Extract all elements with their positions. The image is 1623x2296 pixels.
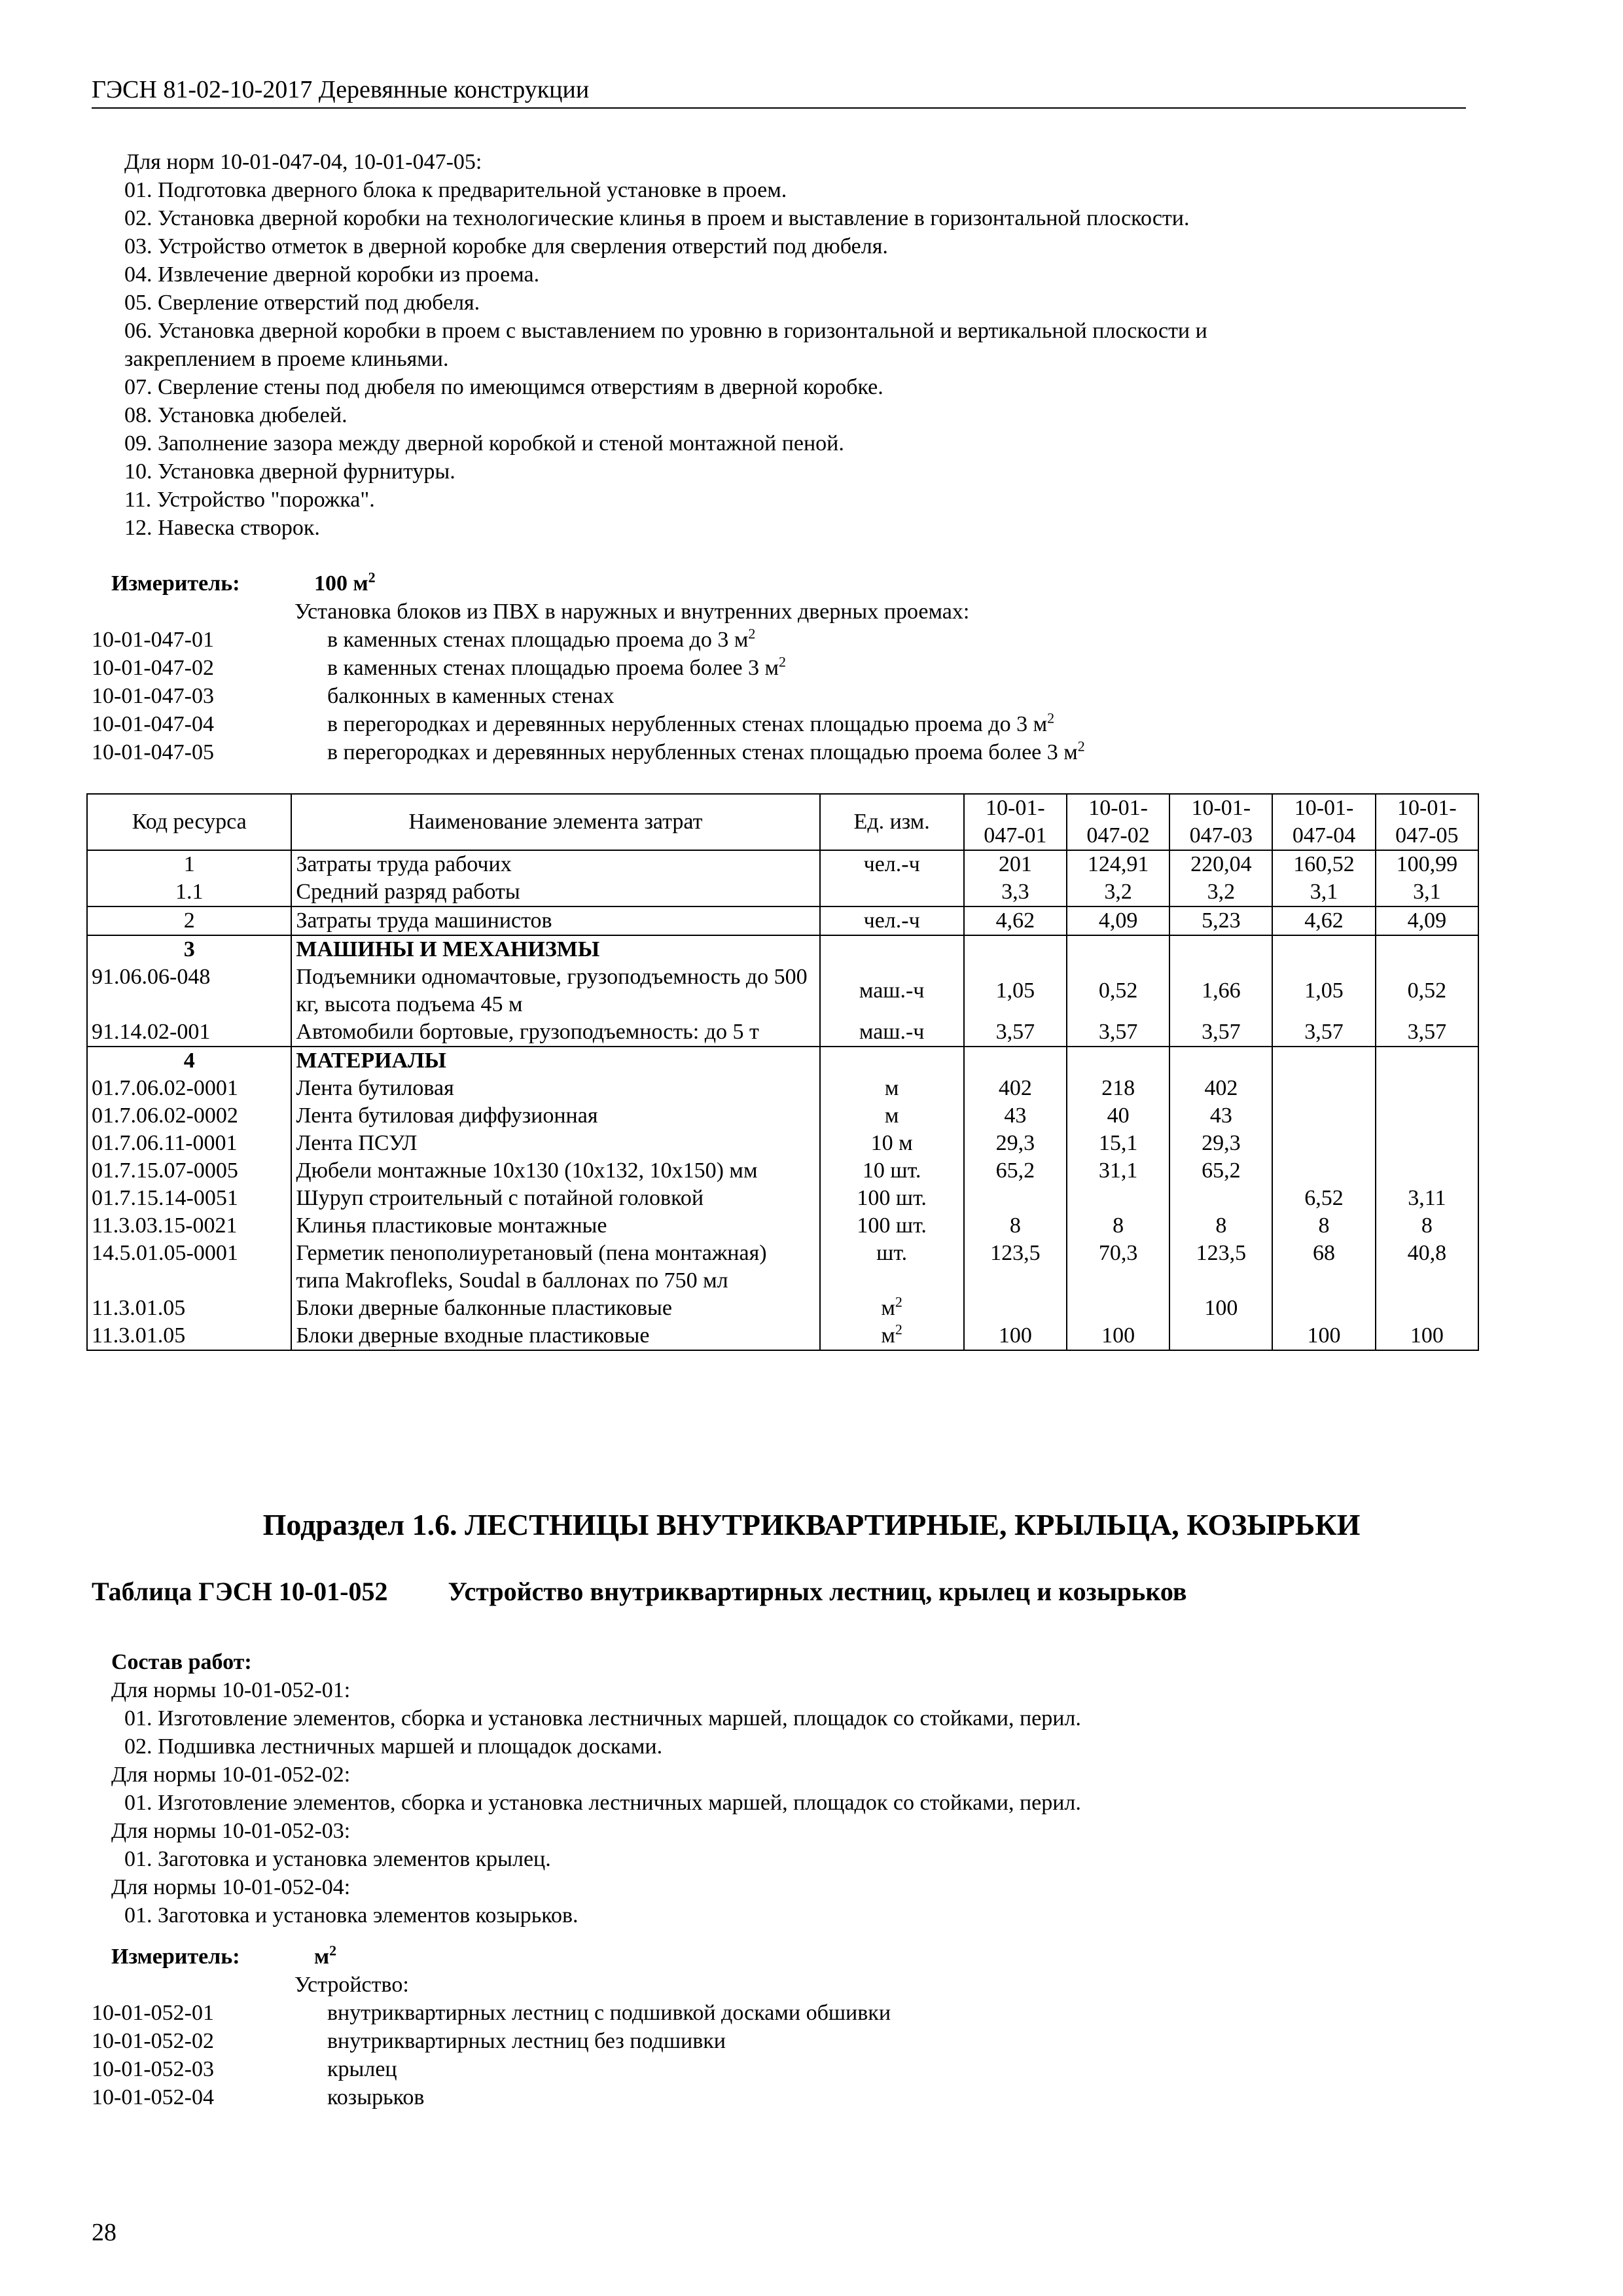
table-row	[87, 1075, 1478, 1102]
cell-name: Блоки дверные входные пластиковые	[291, 1322, 819, 1350]
meter-unit: 100 $м^2$	[314, 569, 376, 596]
cell-value	[1376, 1130, 1478, 1157]
work-list-item: 12. Навеска створок.	[124, 516, 320, 540]
cell-value: 100	[1272, 1322, 1375, 1350]
meter-row-text: в каменных стенах площадью проема более 3 $м^2$	[327, 653, 787, 680]
cell-value: 3,57	[1376, 1018, 1478, 1047]
cell-name: Автомобили бортовые, грузоподъемность: до 5 т	[291, 1018, 819, 1047]
cell-value: 4,09	[1067, 906, 1169, 935]
work-list-item: 01. Изготовление элементов, сборка и установка лестничных маршей, площадок со стойками, перил.	[124, 1791, 1081, 1815]
meter-row	[92, 654, 1466, 682]
meter-row-code: 10-01-052-03	[92, 2057, 214, 2081]
meter-title: Устройство:	[294, 1973, 409, 1997]
cell-code: 91.06.06-048	[87, 963, 291, 1018]
table-row	[87, 1102, 1478, 1130]
cell-code: 01.7.15.07-0005	[87, 1157, 291, 1185]
header-col-4: 10-01- 047-04	[1272, 794, 1375, 850]
cell-value	[964, 1295, 1067, 1322]
cell-name: Лента ПСУЛ	[291, 1130, 819, 1157]
cell-code: 01.7.15.14-0051	[87, 1185, 291, 1212]
meter-row-text: в каменных стенах площадью проема до 3 $м^2$	[327, 625, 756, 652]
cell-value: 100	[1067, 1322, 1169, 1350]
cell-value: 65,2	[964, 1157, 1067, 1185]
meter-row	[92, 710, 1466, 738]
cell-name: МАШИНЫ И МЕХАНИЗМЫ	[291, 935, 819, 963]
cell-name: Затраты труда рабочих	[291, 850, 819, 878]
cell-value	[1376, 935, 1478, 963]
cell-unit	[820, 878, 964, 906]
cell-value: 0,52	[1067, 963, 1169, 1018]
cell-value	[1169, 1047, 1272, 1075]
cell-value: 40	[1067, 1102, 1169, 1130]
cell-name: Клинья пластиковые монтажные	[291, 1212, 819, 1240]
cell-value	[1272, 1130, 1375, 1157]
cell-name: Лента бутиловая диффузионная	[291, 1102, 819, 1130]
table-row	[87, 963, 1478, 1018]
cell-value: 220,04	[1169, 850, 1272, 878]
table-row	[87, 1240, 1478, 1295]
table-title: Устройство внутриквартирных лестниц, крылец и козырьков	[448, 1577, 1187, 1606]
work-list-item: 09. Заполнение зазора между дверной коробкой и стеной монтажной пеной.	[124, 431, 844, 456]
meter-label: Измеритель:	[111, 1945, 240, 1969]
cell-value: 1,66	[1169, 963, 1272, 1018]
cell-value	[1169, 1322, 1272, 1350]
meter-row-text: козырьков	[327, 2085, 425, 2109]
header-col-1: 10-01- 047-01	[964, 794, 1067, 850]
table-row	[87, 1018, 1478, 1047]
header-col-5: 10-01- 047-05	[1376, 794, 1478, 850]
work-list-item: 01. Изготовление элементов, сборка и установка лестничных маршей, площадок со стойками, перил.	[124, 1706, 1081, 1731]
cell-value: 8	[1376, 1212, 1478, 1240]
cell-unit: $м^2$	[820, 1322, 964, 1350]
meter-row-code: 10-01-047-04	[92, 712, 214, 736]
cell-unit: 10 м	[820, 1130, 964, 1157]
cell-name: Блоки дверные балконные пластиковые	[291, 1295, 819, 1322]
cell-code: 11.3.03.15-0021	[87, 1212, 291, 1240]
table-row	[87, 1047, 1478, 1075]
cell-code: 4	[87, 1047, 291, 1075]
work-list-item: 01. Заготовка и установка элементов козырьков.	[124, 1903, 579, 1928]
work-list-item: Для нормы 10-01-052-04:	[111, 1875, 351, 1899]
cell-value: 8	[1272, 1212, 1375, 1240]
cell-code: 14.5.01.05-0001	[87, 1240, 291, 1295]
work-list-item: 02. Подшивка лестничных маршей и площадок досками.	[124, 1734, 663, 1759]
cell-value: 43	[1169, 1102, 1272, 1130]
meter-row	[92, 738, 1466, 766]
cell-name: Затраты труда машинистов	[291, 906, 819, 935]
table-header-row	[87, 794, 1478, 850]
meter-row	[92, 682, 1466, 710]
cell-value: 5,23	[1169, 906, 1272, 935]
work-list-item: 03. Устройство отметок в дверной коробке для сверления отверстий под дюбеля.	[124, 234, 888, 259]
cell-name: Дюбели монтажные 10х130 (10х132, 10х150) мм	[291, 1157, 819, 1185]
cell-value: 70,3	[1067, 1240, 1169, 1295]
table-row	[87, 935, 1478, 963]
meter-row-code: 10-01-047-02	[92, 656, 214, 680]
cell-value	[1067, 1185, 1169, 1212]
work-list-item: 01. Подготовка дверного блока к предварительной установке в проем.	[124, 178, 787, 202]
cell-value	[1272, 1157, 1375, 1185]
work-list-item: 07. Сверление стены под дюбеля по имеющимся отверстиям в дверной коробке.	[124, 375, 883, 399]
table-row	[87, 1322, 1478, 1350]
cell-value: 201	[964, 850, 1067, 878]
cell-value: 29,3	[964, 1130, 1067, 1157]
cell-value: 124,91	[1067, 850, 1169, 878]
meter-row-text: балконных в каменных стенах	[327, 684, 615, 708]
table-row	[87, 1185, 1478, 1212]
cell-value: 3,11	[1376, 1185, 1478, 1212]
work-list-item: 02. Установка дверной коробки на технологические клинья в проем и выставление в горизонтальной плоскости.	[124, 206, 1190, 230]
work-list-item: 08. Установка дюбелей.	[124, 403, 348, 427]
meter-row-code: 10-01-052-01	[92, 2001, 214, 2025]
cell-value: 31,1	[1067, 1157, 1169, 1185]
header-col-2: 10-01- 047-02	[1067, 794, 1169, 850]
cell-value: 218	[1067, 1075, 1169, 1102]
cell-value	[1067, 1295, 1169, 1322]
cell-unit: маш.-ч	[820, 963, 964, 1018]
work-list-item: 05. Сверление отверстий под дюбеля.	[124, 291, 480, 315]
cell-value	[1169, 1185, 1272, 1212]
work-list-2	[111, 1648, 1081, 1929]
work-list-item: 01. Заготовка и установка элементов крылец.	[124, 1847, 551, 1871]
meter-row-code: 10-01-052-02	[92, 2029, 214, 2053]
meter-row-code: 10-01-047-05	[92, 740, 214, 764]
cell-value	[1272, 1075, 1375, 1102]
cell-unit: 100 шт.	[820, 1185, 964, 1212]
cell-value: 3,57	[1169, 1018, 1272, 1047]
cell-value	[1376, 1047, 1478, 1075]
meter-row	[92, 626, 1466, 654]
cell-value: 3,3	[964, 878, 1067, 906]
cell-unit: $м^2$	[820, 1295, 964, 1322]
meter-row	[92, 2055, 1466, 2083]
cell-value	[1376, 1102, 1478, 1130]
cell-value	[1376, 1295, 1478, 1322]
cell-code: 91.14.02-001	[87, 1018, 291, 1047]
meter-label: Измеритель:	[111, 571, 240, 596]
cell-value: 4,62	[1272, 906, 1375, 935]
cell-code: 1	[87, 850, 291, 878]
work-list-item: 06. Установка дверной коробки в проем с выставлением по уровню в горизонтальной и вертикальной плоскости и	[124, 319, 1207, 343]
cell-value: 43	[964, 1102, 1067, 1130]
cell-value: 29,3	[1169, 1130, 1272, 1157]
cell-value: 3,1	[1272, 878, 1375, 906]
header-name: Наименование элемента затрат	[291, 794, 819, 850]
running-header: ГЭСН 81-02-10-2017 Деревянные конструкции	[92, 73, 1466, 109]
cell-code: 01.7.06.02-0002	[87, 1102, 291, 1130]
cell-unit	[820, 935, 964, 963]
meter-row	[92, 2083, 1466, 2111]
cell-unit: маш.-ч	[820, 1018, 964, 1047]
cell-code: 01.7.06.02-0001	[87, 1075, 291, 1102]
cell-value: 6,52	[1272, 1185, 1375, 1212]
cell-name: Подъемники одномачтовые, грузоподъемность до 500 кг, высота подъема 45 м	[291, 963, 819, 1018]
cell-value: 1,05	[964, 963, 1067, 1018]
work-list-label: Состав работ:	[111, 1650, 252, 1674]
meter-row	[92, 1999, 1466, 2027]
cell-name: МАТЕРИАЛЫ	[291, 1047, 819, 1075]
cell-value: 3,1	[1376, 878, 1478, 906]
cell-value	[1067, 935, 1169, 963]
meter-row-code: 10-01-052-04	[92, 2085, 214, 2109]
cell-value: 100,99	[1376, 850, 1478, 878]
cell-value: 3,57	[1272, 1018, 1375, 1047]
meter-title: Установка блоков из ПВХ в наружных и внутренних дверных проемах:	[294, 600, 970, 624]
meter-row-text: внутриквартирных лестниц без подшивки	[327, 2029, 726, 2053]
cell-name: Герметик пенополиуретановый (пена монтажная) типа Makrofleks, Soudal в баллонах по 750 мл	[291, 1240, 819, 1295]
header-code: Код ресурса	[87, 794, 291, 850]
cell-name: Средний разряд работы	[291, 878, 819, 906]
cell-value	[1067, 1047, 1169, 1075]
subsection-heading: Подраздел 1.6. ЛЕСТНИЦЫ ВНУТРИКВАРТИРНЫЕ, КРЫЛЬЦА, КОЗЫРЬКИ	[262, 1508, 1361, 1541]
work-list-item: Для нормы 10-01-052-03:	[111, 1819, 351, 1843]
cell-value: 40,8	[1376, 1240, 1478, 1295]
meter-unit: $м^2$	[314, 1942, 337, 1969]
work-list-item: 04. Извлечение дверной коробки из проема.	[124, 262, 540, 287]
work-list-item: 10. Установка дверной фурнитуры.	[124, 459, 455, 484]
cell-unit	[820, 1047, 964, 1075]
cell-value: 123,5	[1169, 1240, 1272, 1295]
work-list-1	[124, 148, 1207, 542]
cell-name: Шуруп строительный с потайной головкой	[291, 1185, 819, 1212]
cell-value	[1376, 1075, 1478, 1102]
meter-row-text: в перегородках и деревянных нерубленных стенах площадью проема до 3 $м^2$	[327, 709, 1055, 736]
cell-value: 4,09	[1376, 906, 1478, 935]
cell-value: 8	[1067, 1212, 1169, 1240]
table-row	[87, 906, 1478, 935]
cell-value: 65,2	[1169, 1157, 1272, 1185]
table-row	[87, 1295, 1478, 1322]
cell-value: 402	[1169, 1075, 1272, 1102]
cell-value: 3,57	[964, 1018, 1067, 1047]
cell-value	[1272, 1047, 1375, 1075]
meter-row-text: крылец	[327, 2057, 397, 2081]
table-code: Таблица ГЭСН 10-01-052	[92, 1577, 388, 1606]
cell-code: 1.1	[87, 878, 291, 906]
cell-unit: чел.-ч	[820, 906, 964, 935]
cell-value: 8	[1169, 1212, 1272, 1240]
cell-unit: чел.-ч	[820, 850, 964, 878]
cell-unit: м	[820, 1102, 964, 1130]
table-row	[87, 1157, 1478, 1185]
meter-block-2	[92, 1943, 1466, 2111]
work-list-item: Для нормы 10-01-052-01:	[111, 1678, 351, 1702]
table-heading	[92, 1577, 1186, 1605]
cell-unit: 10 шт.	[820, 1157, 964, 1185]
cell-value: 160,52	[1272, 850, 1375, 878]
cell-value: 3,57	[1067, 1018, 1169, 1047]
cell-code: 3	[87, 935, 291, 963]
work-list-item: закреплением в проеме клиньями.	[124, 347, 449, 371]
cell-value: 402	[964, 1075, 1067, 1102]
cell-value: 100	[964, 1322, 1067, 1350]
cell-value	[1272, 1102, 1375, 1130]
cell-value: 100	[1169, 1295, 1272, 1322]
cell-value	[1272, 1295, 1375, 1322]
cell-value	[964, 1185, 1067, 1212]
cell-value	[964, 935, 1067, 963]
meter-row-text: в перегородках и деревянных нерубленных стенах площадью проема более 3 $м^2$	[327, 738, 1085, 764]
page-number: 28	[92, 2219, 116, 2246]
meter-block-1	[92, 569, 1466, 766]
cell-value: 0,52	[1376, 963, 1478, 1018]
header-unit: Ед. изм.	[820, 794, 964, 850]
meter-row	[92, 2027, 1466, 2055]
table-row	[87, 1212, 1478, 1240]
cell-value	[1169, 935, 1272, 963]
header-col-3: 10-01- 047-03	[1169, 794, 1272, 850]
cell-code: 11.3.01.05	[87, 1322, 291, 1350]
cell-unit: шт.	[820, 1240, 964, 1295]
table-row	[87, 850, 1478, 878]
cell-value	[1376, 1157, 1478, 1185]
cell-value: 3,2	[1067, 878, 1169, 906]
work-list-intro: Для норм 10-01-047-04, 10-01-047-05:	[124, 150, 482, 174]
cell-value: 15,1	[1067, 1130, 1169, 1157]
cell-value: 8	[964, 1212, 1067, 1240]
cell-value: 68	[1272, 1240, 1375, 1295]
work-list-item: 11. Устройство "порожка".	[124, 488, 375, 512]
cell-unit: м	[820, 1075, 964, 1102]
resource-table	[86, 793, 1479, 1351]
cell-code: 01.7.06.11-0001	[87, 1130, 291, 1157]
cell-value: 1,05	[1272, 963, 1375, 1018]
cell-code: 2	[87, 906, 291, 935]
cell-name: Лента бутиловая	[291, 1075, 819, 1102]
work-list-item: Для нормы 10-01-052-02:	[111, 1763, 351, 1787]
meter-row-code: 10-01-047-01	[92, 628, 214, 652]
cell-code: 11.3.01.05	[87, 1295, 291, 1322]
cell-value: 100	[1376, 1322, 1478, 1350]
cell-value	[1272, 935, 1375, 963]
cell-unit: 100 шт.	[820, 1212, 964, 1240]
cell-value	[964, 1047, 1067, 1075]
cell-value: 123,5	[964, 1240, 1067, 1295]
cell-value: 4,62	[964, 906, 1067, 935]
table-row	[87, 1130, 1478, 1157]
table-row	[87, 878, 1478, 906]
meter-row-code: 10-01-047-03	[92, 684, 214, 708]
meter-row-text: внутриквартирных лестниц с подшивкой досками обшивки	[327, 2001, 891, 2025]
cell-value: 3,2	[1169, 878, 1272, 906]
